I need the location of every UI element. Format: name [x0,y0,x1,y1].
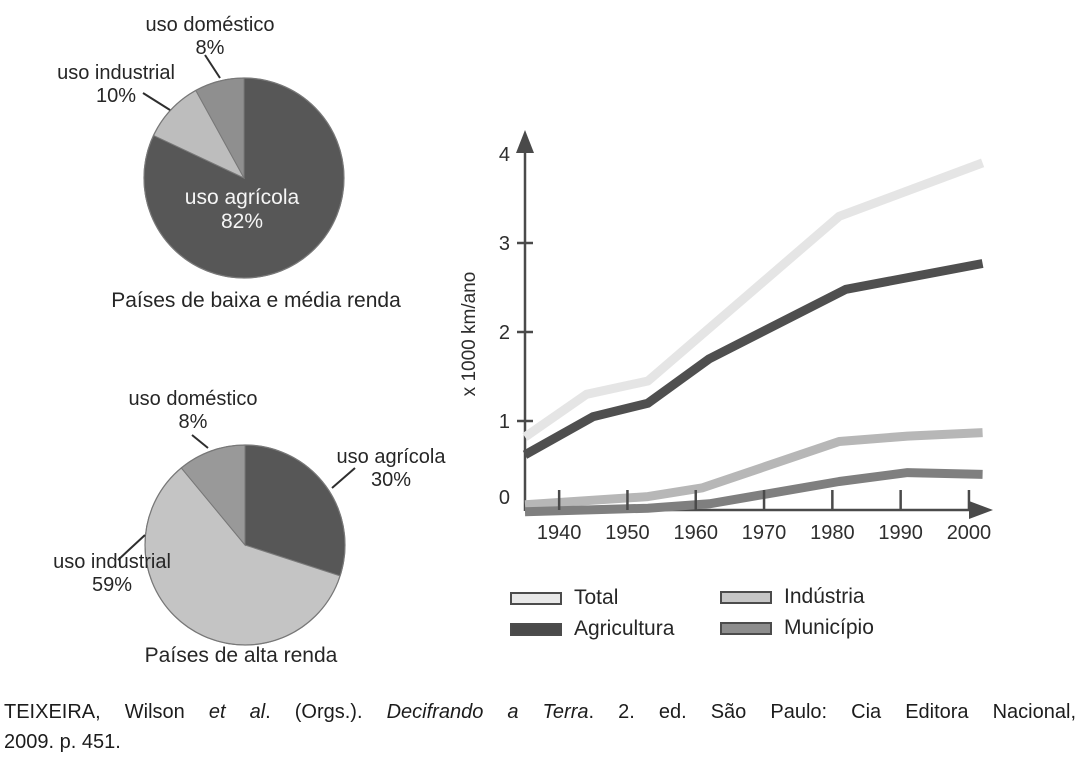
pie0-label-domestico-text: uso doméstico [145,14,275,36]
pie-slices [144,78,344,278]
pie0-label-domestico-pct: 8% [195,37,225,59]
citation-italic-segment: Decifrando a Terra [386,701,589,723]
x-axis-arrow [969,501,993,519]
y-tick-label-2: 2 [498,322,510,344]
pie0-label-industrial [57,62,175,108]
citation-segment: . 2. ed. São Paulo: Cia Editora Nacional, [588,701,1076,723]
pie-slices [145,445,345,645]
pie1-label-industrial-text: uso industrial [53,551,171,573]
series-line-total [525,163,983,437]
pie1-label-agricola-text: uso agrícola [336,446,446,468]
pie0-caption: Países de baixa e média renda [111,289,401,312]
x-tick-label-2000: 2000 [946,522,992,544]
citation-segment: TEIXEIRA, Wilson [4,701,209,723]
x-tick-label-1950: 1950 [605,522,650,544]
y-tick-label-4: 4 [498,144,510,166]
citation-italic-segment: et al [208,701,266,723]
citation-line-2: 2009. p. 451. [4,731,121,753]
y-axis-arrow [516,130,534,153]
y-tick-label-1: 1 [498,411,510,433]
pie1-label-industrial-pct: 59% [91,574,133,596]
legend-swatch-indústria [720,591,772,604]
citation-segment: . (Orgs.). [265,701,387,723]
pie0-label-agricola-text: uso agrícola [184,186,300,209]
leader-line-domestico [192,435,208,448]
citation-line-1 [4,697,1076,727]
legend-label: Total [574,586,619,609]
legend-swatch-agricultura [510,623,562,636]
x-tick-label-1960: 1960 [673,522,718,544]
x-tick-label-1970: 1970 [741,522,787,544]
legend-label: Indústria [784,585,865,608]
pie0-label-industrial-pct: 10% [95,85,137,107]
pie1-caption: Países de alta renda [144,644,338,667]
line-chart-water-withdrawal [430,120,1070,570]
x-tick-label-1980: 1980 [810,522,855,544]
series-line-município [525,473,983,512]
legend-item-município [720,616,874,640]
pie0-label-agricola-pct: 82% [220,210,264,233]
x-tick-label-1990: 1990 [878,522,923,544]
legend-item-total [510,586,618,610]
y-tick-label-3: 3 [498,233,510,255]
legend-swatch-município [720,622,772,635]
pie1-label-agricola-pct: 30% [370,469,412,491]
y-tick-label-0: 0 [498,487,510,509]
legend-item-indústria [720,585,865,609]
pie1-label-domestico [129,388,258,434]
pie1-label-domestico-text: uso doméstico [128,388,258,410]
citation-text [4,697,1076,757]
legend-swatch-total [510,592,562,605]
legend-label: Município [784,616,874,639]
legend-label: Agricultura [574,617,675,640]
line-chart-y-axis-label: x 1000 km/ano [459,271,480,397]
pie1-label-domestico-pct: 8% [178,411,208,433]
pie0-label-domestico [146,14,275,60]
pie0-label-industrial-text: uso industrial [57,62,175,84]
x-tick-label-1940: 1940 [536,522,582,544]
pie1-label-industrial [53,551,171,597]
legend-item-agricultura [510,617,674,641]
pie0-label-agricola [185,186,299,234]
